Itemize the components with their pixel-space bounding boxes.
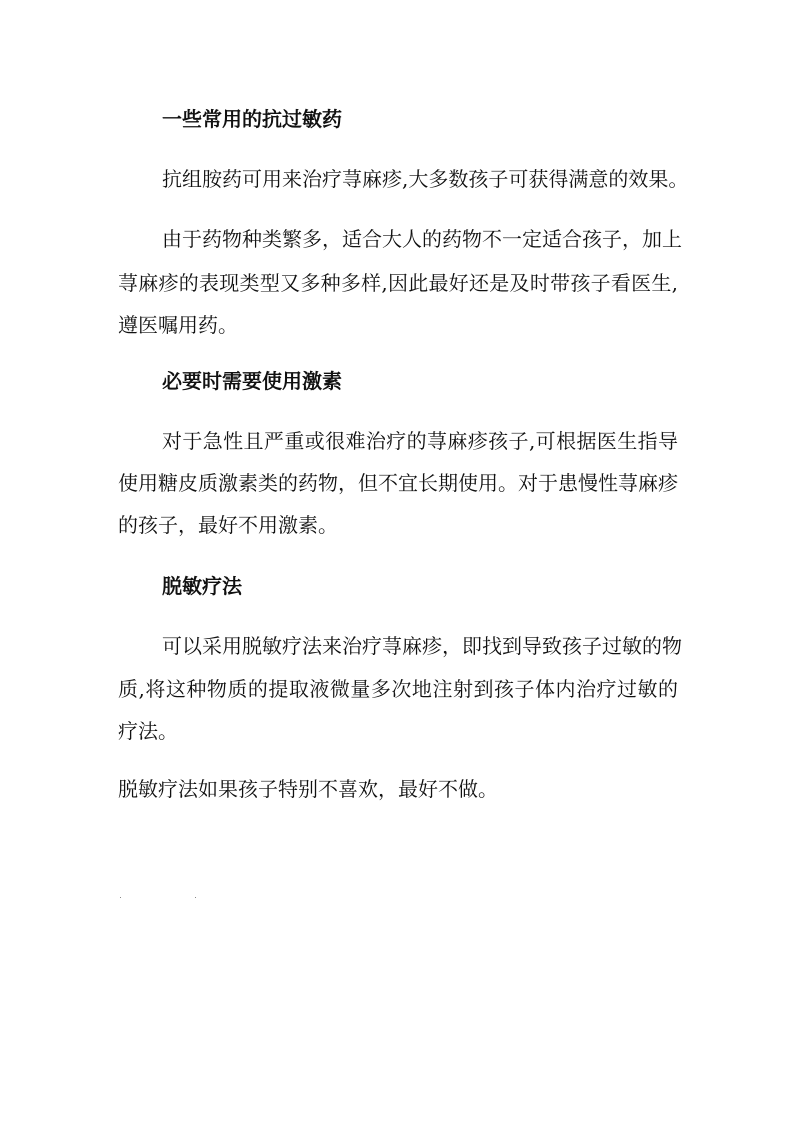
paragraph-steroids-line-1: 对于急性且严重或很难治疗的荨麻疹孩子,可根据医生指导 xyxy=(162,429,678,453)
paragraph-antihistamine-line-1: 抗组胺药可用来治疗荨麻疹,大多数孩子可获得满意的效果。 xyxy=(162,167,689,191)
paragraph-steroids-line-3: 的孩子，最好不用激素。 xyxy=(118,513,338,537)
section-heading-desensitization: 脱敏疗法 xyxy=(162,574,242,598)
section-heading-antiallergy: 一些常用的抗过敏药 xyxy=(162,107,342,131)
paragraph-drug-types-line-1: 由于药物种类繁多，适合大人的药物不一定适合孩子，加上 xyxy=(162,227,682,251)
paragraph-desensitization-line-2: 质,将这种物质的提取液微量多次地注射到孩子体内治疗过敏的 xyxy=(118,677,678,701)
paragraph-desensitization-note: 脱敏疗法如果孩子特别不喜欢，最好不做。 xyxy=(118,777,498,801)
paragraph-drug-types-line-2: 荨麻疹的表现类型又多种多样,因此最好还是及时带孩子看医生, xyxy=(118,271,678,295)
paragraph-drug-types-line-3: 遵医嘱用药。 xyxy=(118,313,238,337)
paragraph-desensitization-line-3: 疗法。 xyxy=(118,719,178,743)
scan-artifact-dot xyxy=(120,897,121,898)
section-heading-steroids: 必要时需要使用激素 xyxy=(162,369,342,393)
paragraph-steroids-line-2: 使用糖皮质激素类的药物，但不宜长期使用。对于患慢性荨麻疹 xyxy=(118,471,678,495)
scan-artifact-dot xyxy=(195,897,196,898)
paragraph-desensitization-line-1: 可以采用脱敏疗法来治疗荨麻疹，即找到导致孩子过敏的物 xyxy=(162,634,682,658)
